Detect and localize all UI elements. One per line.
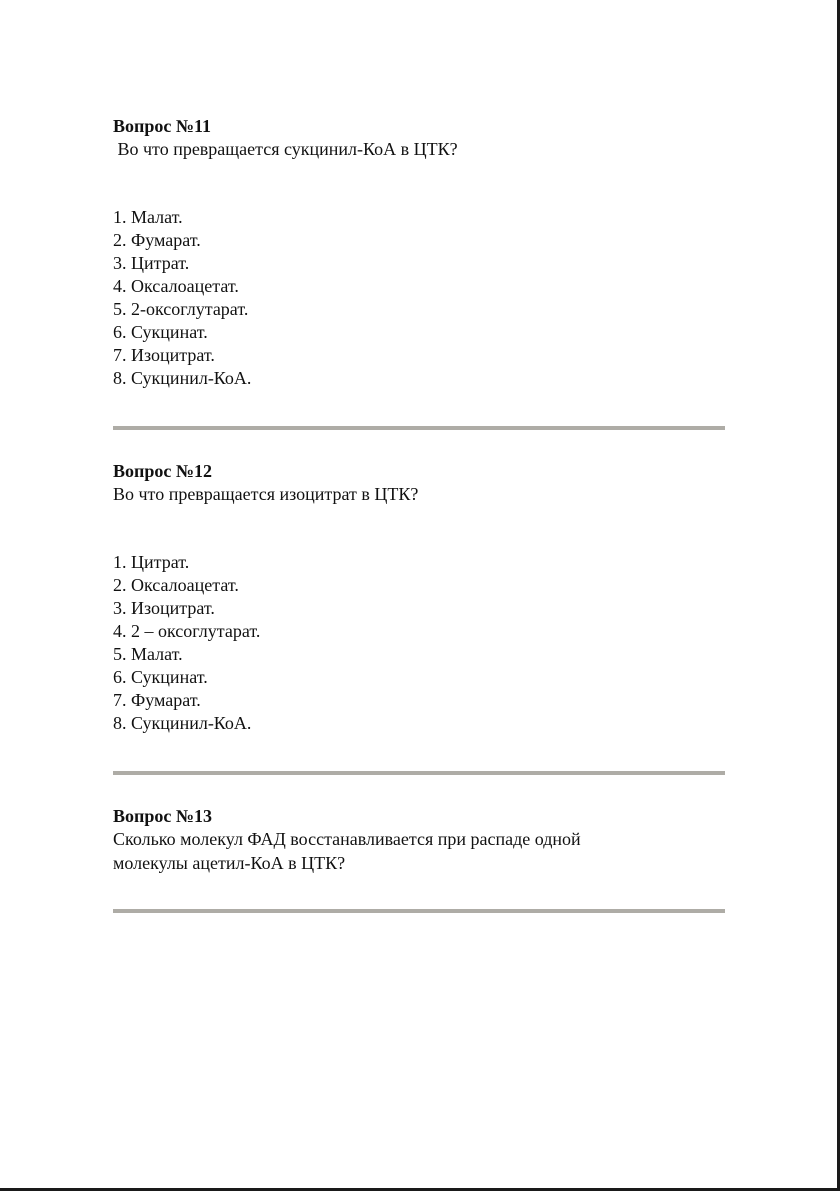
section-divider	[113, 909, 725, 913]
question-text: Во что превращается изоцитрат в ЦТК?	[113, 484, 419, 504]
answer-options-11	[113, 206, 725, 390]
answer-option[interactable]: 8. Сукцинил-КоА.	[113, 368, 252, 388]
question-title: Вопрос №13	[113, 806, 212, 826]
question-text-line: Сколько молекул ФАД восстанавливается при распаде одной	[113, 829, 581, 849]
question-title: Вопрос №11	[113, 116, 211, 136]
answer-option[interactable]: 1. Малат.	[113, 207, 183, 227]
answer-option[interactable]: 7. Изоцитрат.	[113, 345, 215, 365]
question-13	[113, 805, 725, 875]
question-11	[113, 115, 725, 161]
section-divider	[113, 426, 725, 430]
answer-option[interactable]: 6. Сукцинат.	[113, 667, 208, 687]
question-12	[113, 460, 725, 506]
answer-option[interactable]: 3. Цитрат.	[113, 253, 190, 273]
answer-options-12	[113, 551, 725, 735]
answer-option[interactable]: 3. Изоцитрат.	[113, 598, 215, 618]
answer-option[interactable]: 8. Сукцинил-КоА.	[113, 713, 252, 733]
answer-option[interactable]: 6. Сукцинат.	[113, 322, 208, 342]
question-text-line: молекулы ацетил-КоА в ЦТК?	[113, 853, 346, 873]
answer-option[interactable]: 2. Фумарат.	[113, 230, 201, 250]
answer-option[interactable]: 5. Малат.	[113, 644, 183, 664]
answer-option[interactable]: 1. Цитрат.	[113, 552, 190, 572]
answer-option[interactable]: 7. Фумарат.	[113, 690, 201, 710]
answer-option[interactable]: 4. Оксалоацетат.	[113, 276, 239, 296]
question-title: Вопрос №12	[113, 461, 212, 481]
section-divider	[113, 771, 725, 775]
answer-option[interactable]: 4. 2 – оксоглутарат.	[113, 621, 261, 641]
answer-option[interactable]: 2. Оксалоацетат.	[113, 575, 239, 595]
question-text: Во что превращается сукцинил-КоА в ЦТК?	[113, 139, 458, 159]
answer-option[interactable]: 5. 2-оксоглутарат.	[113, 299, 249, 319]
